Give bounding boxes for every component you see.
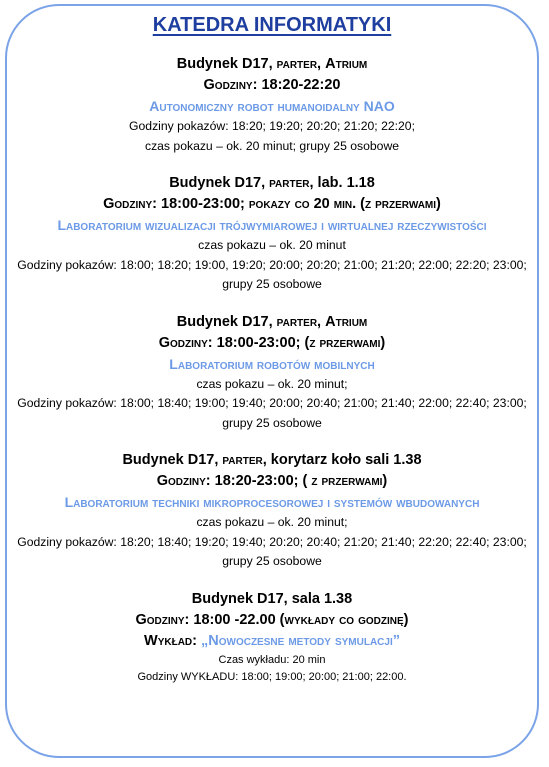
info-line: Godziny WYKŁADU: 18:00; 19:00; 20:00; 21:00; 22:00.: [137, 670, 407, 683]
info-line: Godziny pokazów: 18:00; 18:20; 19:00, 19:20; 20:00; 20:20; 21:00; 21:20; 22:00; 22:20; 23:00; grupy 25 osobowe: [17, 257, 527, 291]
hours-line: Godziny: 18:00 -22.00 (wykłady co godzinę): [135, 611, 409, 628]
info-line: Godziny pokazów: 18:00; 18:40; 19:00; 19:40; 20:00; 20:40; 21:00; 21:40; 22:00; 22:40; 23:00; grupy 25 osobowe: [17, 396, 527, 430]
info-line: Godziny pokazów: 18:20; 19:20; 20:20; 21:20; 22:20;: [129, 119, 415, 133]
hours-line: Godziny: 18:20-23:00; ( z przerwami): [156, 473, 388, 489]
lab-name: Autonomiczny robot humanoidalny NAO: [149, 98, 395, 114]
section-mobile-robots: [7, 312, 537, 434]
lab-name: Laboratorium robotów mobilnych: [169, 355, 375, 372]
info-line: czas pokazu – ok. 20 minut;: [196, 376, 348, 391]
location-line: Budynek D17, parter, lab. 1.18: [169, 175, 375, 191]
section-nao-robot: [7, 54, 537, 156]
flyer-content: [7, 6, 537, 703]
section-microprocessors: [7, 450, 537, 572]
location-line: Budynek D17, parter, Atrium: [176, 313, 368, 330]
location-line: Budynek D17, parter, korytarz koło sali 1.38: [122, 452, 422, 468]
page-title: KATEDRA INFORMATYKI: [152, 14, 392, 36]
lecture-line: [7, 631, 537, 652]
hours-line: Godziny: 18:00-23:00; pokazy co 20 min. (z przerwami): [103, 196, 441, 212]
info-line: czas pokazu – ok. 20 minut;: [196, 515, 348, 529]
hours-line: Godziny: 18:00-23:00; (z przerwami): [158, 334, 386, 351]
info-line: czas pokazu – ok. 20 minut; grupy 25 osobowe: [144, 138, 400, 153]
lab-name: Laboratorium techniki mikroprocesorowej i systemów wbudowanych: [64, 494, 480, 510]
info-line: Czas wykładu: 20 min: [218, 653, 326, 666]
section-vr-lab: [7, 173, 537, 295]
info-line: Godziny pokazów: 18:20; 18:40; 19:20; 19:40; 20:20; 20:40; 21:20; 21:40; 22:20; 22:40; 23:00; grupy 25 osobowe: [17, 534, 527, 568]
lecture-title: „Nowoczesne metody symulacji”: [201, 632, 400, 649]
info-line: czas pokazu – ok. 20 minut: [198, 238, 346, 252]
lecture-label: Wykład:: [144, 632, 197, 649]
section-lecture: [7, 589, 537, 686]
location-line: Budynek D17, parter, Atrium: [176, 56, 368, 72]
location-line: Budynek D17, sala 1.38: [191, 590, 353, 607]
lab-name: Laboratorium wizualizacji trójwymiarowej i wirtualnej rzeczywistości: [57, 217, 487, 233]
hours-line: Godziny: 18:20-22:20: [203, 77, 341, 93]
